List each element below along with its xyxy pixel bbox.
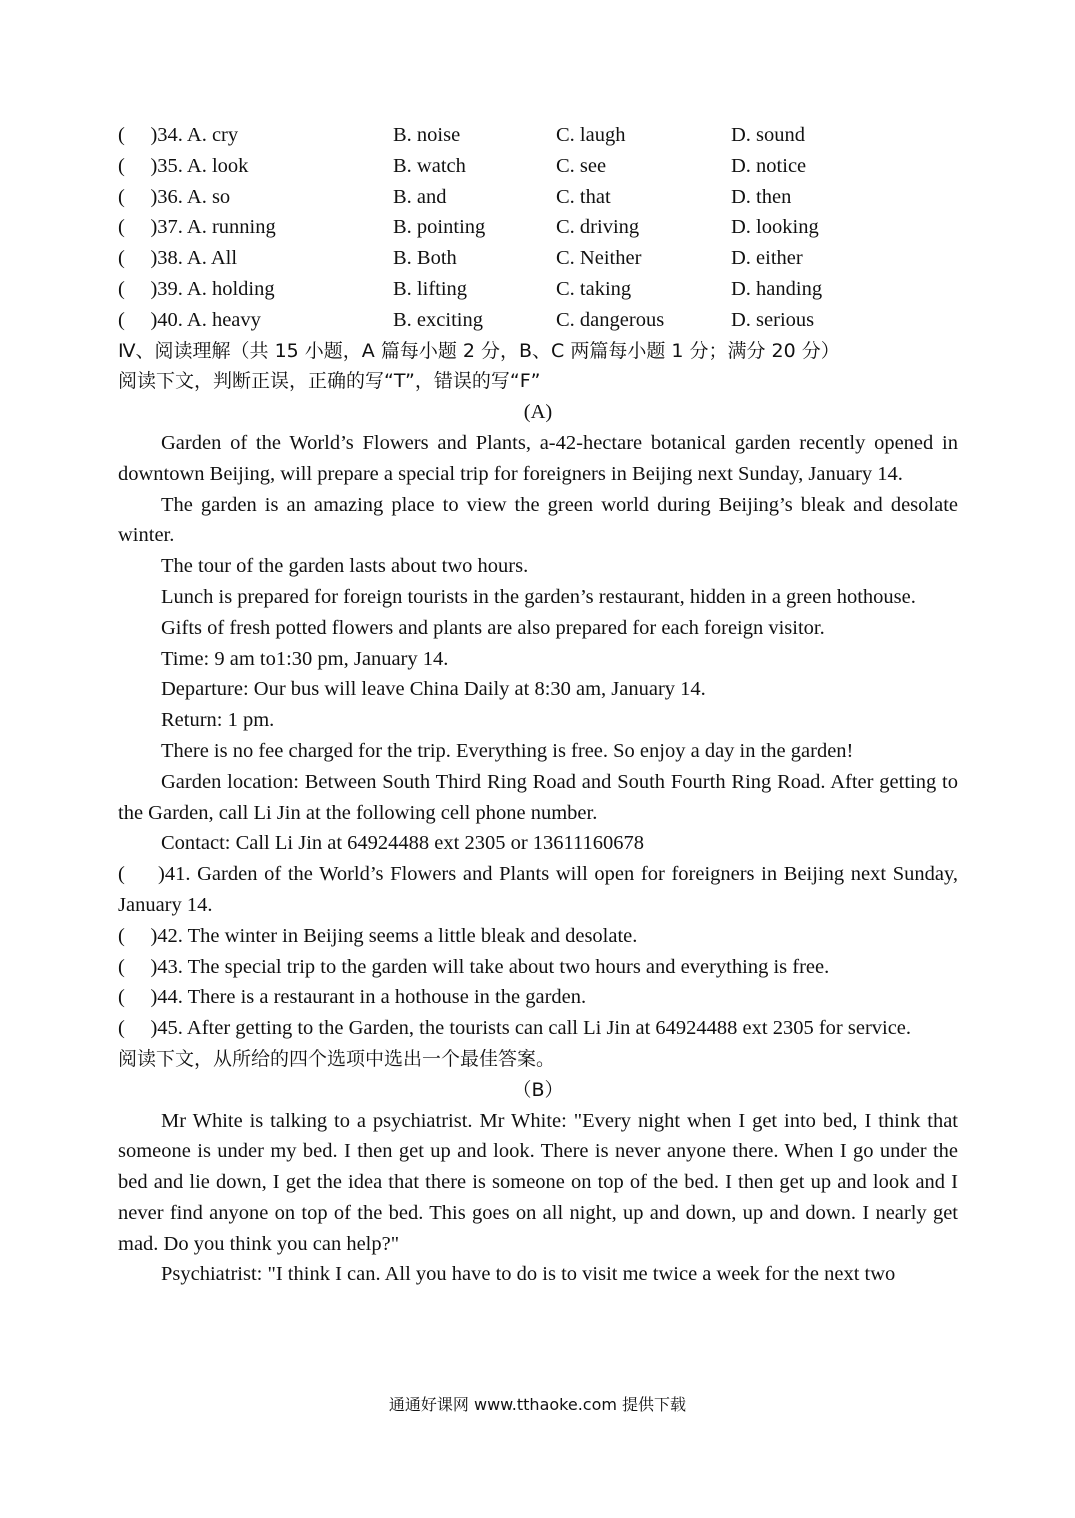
question-item: ( )43. The special trip to the garden will take about two hours and everything is free. [118, 955, 830, 978]
choice-option-b: B. exciting [393, 308, 483, 331]
choice-option-c: C. Neither [556, 247, 642, 270]
page-footer: 通通好课网 www.tthaoke.com 提供下载 [388, 1395, 687, 1414]
choice-option-c: C. taking [556, 277, 632, 300]
choice-option-b: B. Both [393, 247, 457, 270]
choice-option-a: ( )34. A. cry [118, 124, 239, 146]
choice-option-d: D. looking [731, 216, 819, 239]
question-item: ( )45. After getting to the Garden, the tourists can call Li Jin at 64924488 ext 2305 for service. [118, 1017, 912, 1040]
paragraph: Return: 1 pm. [161, 709, 275, 732]
choice-option-c: C. that [556, 185, 611, 208]
true-false-questions [118, 859, 958, 1044]
question-item: ( )41. Garden of the World’s Flowers and Plants will open for foreigners in Beijing next Sunday, January 14. [118, 863, 958, 916]
choice-option-a: ( )37. A. running [118, 216, 276, 239]
choice-option-d: D. either [731, 247, 803, 270]
paragraph: Mr White is talking to a psychiatrist. Mr White: "Every night when I get into bed, I think that someone is under my bed. I then get up and look. There is never anyone there. When I go under the bed and lie down, I get the idea that there is someone on top of the bed. I then get up and look and I never find anyone on top of the bed. This goes on all night, up and down, up and down. I nearly get mad. Do you think you can help?" [118, 1109, 958, 1255]
choice-option-c: C. see [556, 154, 607, 177]
paragraph: Garden location: Between South Third Ring Road and South Fourth Ring Road. After getting to the Garden, call Li Jin at the following cell phone number. [118, 770, 958, 824]
multiple-choice-block [118, 120, 958, 336]
choice-option-b: B. pointing [393, 216, 486, 239]
paragraph: Time: 9 am to1:30 pm, January 14. [161, 647, 449, 670]
instruction-true-false: 阅读下文，判断正误，正确的写“T”，错误的写“F” [118, 370, 541, 393]
choice-row [118, 182, 958, 213]
choice-option-d: D. sound [731, 124, 806, 146]
question-item: ( )44. There is a restaurant in a hothouse in the garden. [118, 986, 587, 1009]
choice-option-b: B. and [393, 185, 447, 208]
choice-option-a: ( )36. A. so [118, 185, 231, 208]
exam-page [118, 120, 958, 1290]
passage-b [118, 1106, 958, 1291]
choice-option-a: ( )40. A. heavy [118, 308, 261, 331]
choice-row [118, 151, 958, 182]
question-item: ( )42. The winter in Beijing seems a little bleak and desolate. [118, 924, 638, 947]
paragraph: Psychiatrist: "I think I can. All you have to do is to visit me twice a week for the next two [161, 1263, 896, 1286]
paragraph: There is no fee charged for the trip. Everything is free. So enjoy a day in the garden! [161, 739, 854, 762]
choice-option-d: D. serious [731, 308, 815, 331]
choice-option-b: B. noise [393, 124, 461, 146]
instruction-multiple-choice: 阅读下文，从所给的四个选项中选出一个最佳答案。 [118, 1047, 556, 1070]
paragraph: Departure: Our bus will leave China Daily at 8:30 am, January 14. [161, 678, 706, 701]
paragraph: The tour of the garden lasts about two hours. [161, 555, 529, 578]
choice-option-b: B. lifting [393, 277, 468, 300]
passage-a [118, 428, 958, 859]
choice-row [118, 243, 958, 274]
choice-option-d: D. notice [731, 154, 807, 177]
choice-option-c: C. driving [556, 216, 640, 239]
paragraph: Gifts of fresh potted flowers and plants are also prepared for each foreign visitor. [161, 616, 825, 639]
choice-row [118, 212, 958, 243]
choice-option-a: ( )39. A. holding [118, 277, 275, 300]
choice-option-d: D. then [731, 185, 792, 208]
choice-row [118, 305, 958, 336]
choice-option-a: ( )38. A. All [118, 247, 238, 270]
paragraph: Contact: Call Li Jin at 64924488 ext 2305 or 13611160678 [161, 832, 645, 855]
passage-b-label: （B） [512, 1078, 564, 1101]
choice-option-b: B. watch [393, 154, 466, 177]
choice-row [118, 274, 958, 305]
paragraph: The garden is an amazing place to view the green world during Beijing’s bleak and desolate winter. [118, 493, 958, 547]
choice-option-d: D. handing [731, 277, 823, 300]
choice-option-c: C. laugh [556, 124, 626, 146]
paragraph: Lunch is prepared for foreign tourists in the garden’s restaurant, hidden in a green hothouse. [161, 585, 916, 608]
choice-option-a: ( )35. A. look [118, 154, 249, 177]
choice-option-c: C. dangerous [556, 308, 665, 331]
section-heading: Ⅳ、阅读理解（共 15 小题，A 篇每小题 2 分，B、C 两篇每小题 1 分；满分 20 分） [118, 339, 840, 362]
choice-row [118, 120, 958, 151]
paragraph: Garden of the World’s Flowers and Plants, a-42-hectare botanical garden recently opened in downtown Beijing, will prepare a special trip for foreigners in Beijing next Sunday, January 14. [118, 431, 958, 485]
passage-a-label: (A) [523, 401, 553, 424]
